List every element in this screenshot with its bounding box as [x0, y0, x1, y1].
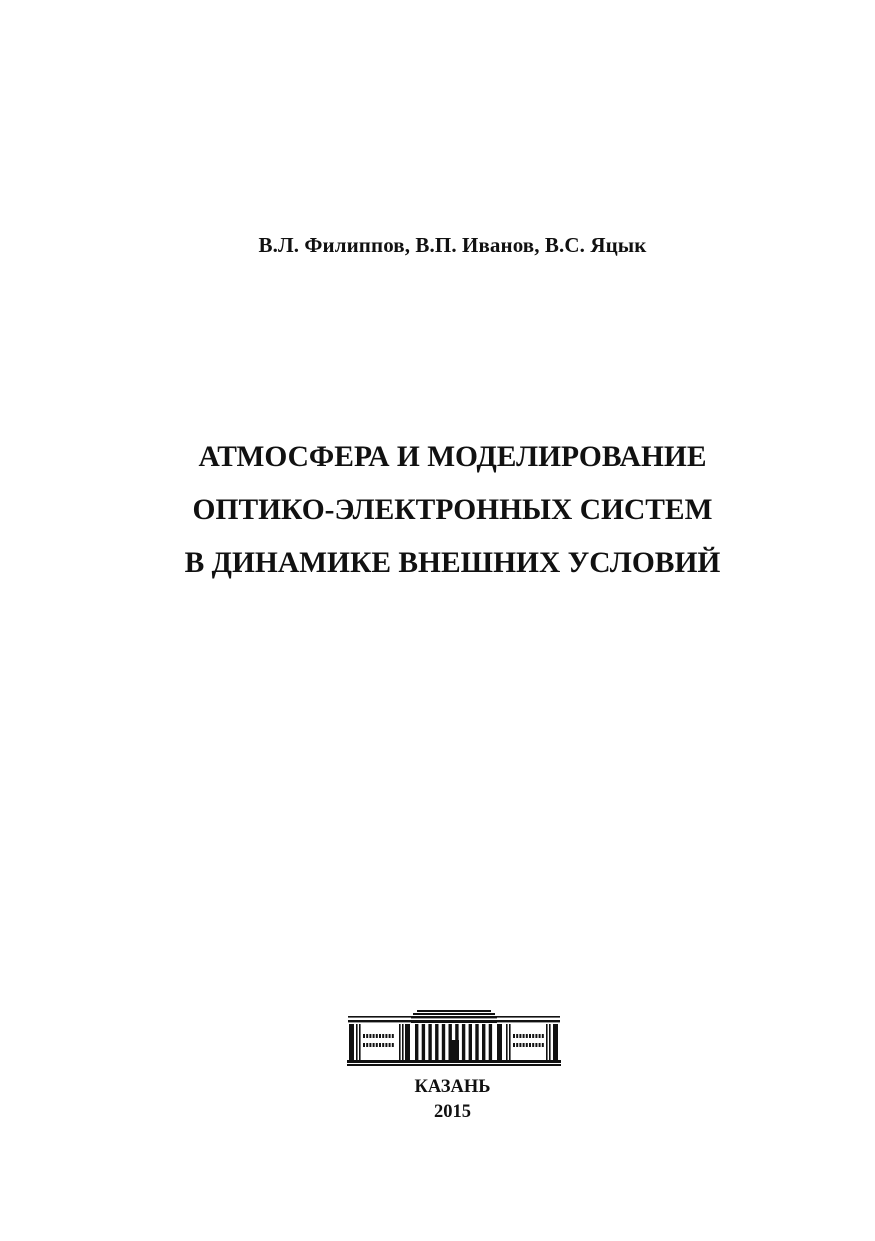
publication-year: 2015	[434, 1102, 471, 1122]
university-building-icon	[347, 1010, 561, 1066]
title-line-2: ОПТИКО-ЭЛЕКТРОННЫХ СИСТЕМ	[192, 494, 713, 526]
title-line-1: АТМОСФЕРА И МОДЕЛИРОВАНИЕ	[198, 441, 707, 473]
authors: В.Л. Филиппов, В.П. Иванов, В.С. Яцык	[258, 233, 647, 257]
title-line-3: В ДИНАМИКЕ ВНЕШНИХ УСЛОВИЙ	[184, 547, 721, 579]
book-title	[0, 431, 875, 590]
publication-city: КАЗАНЬ	[414, 1077, 491, 1097]
